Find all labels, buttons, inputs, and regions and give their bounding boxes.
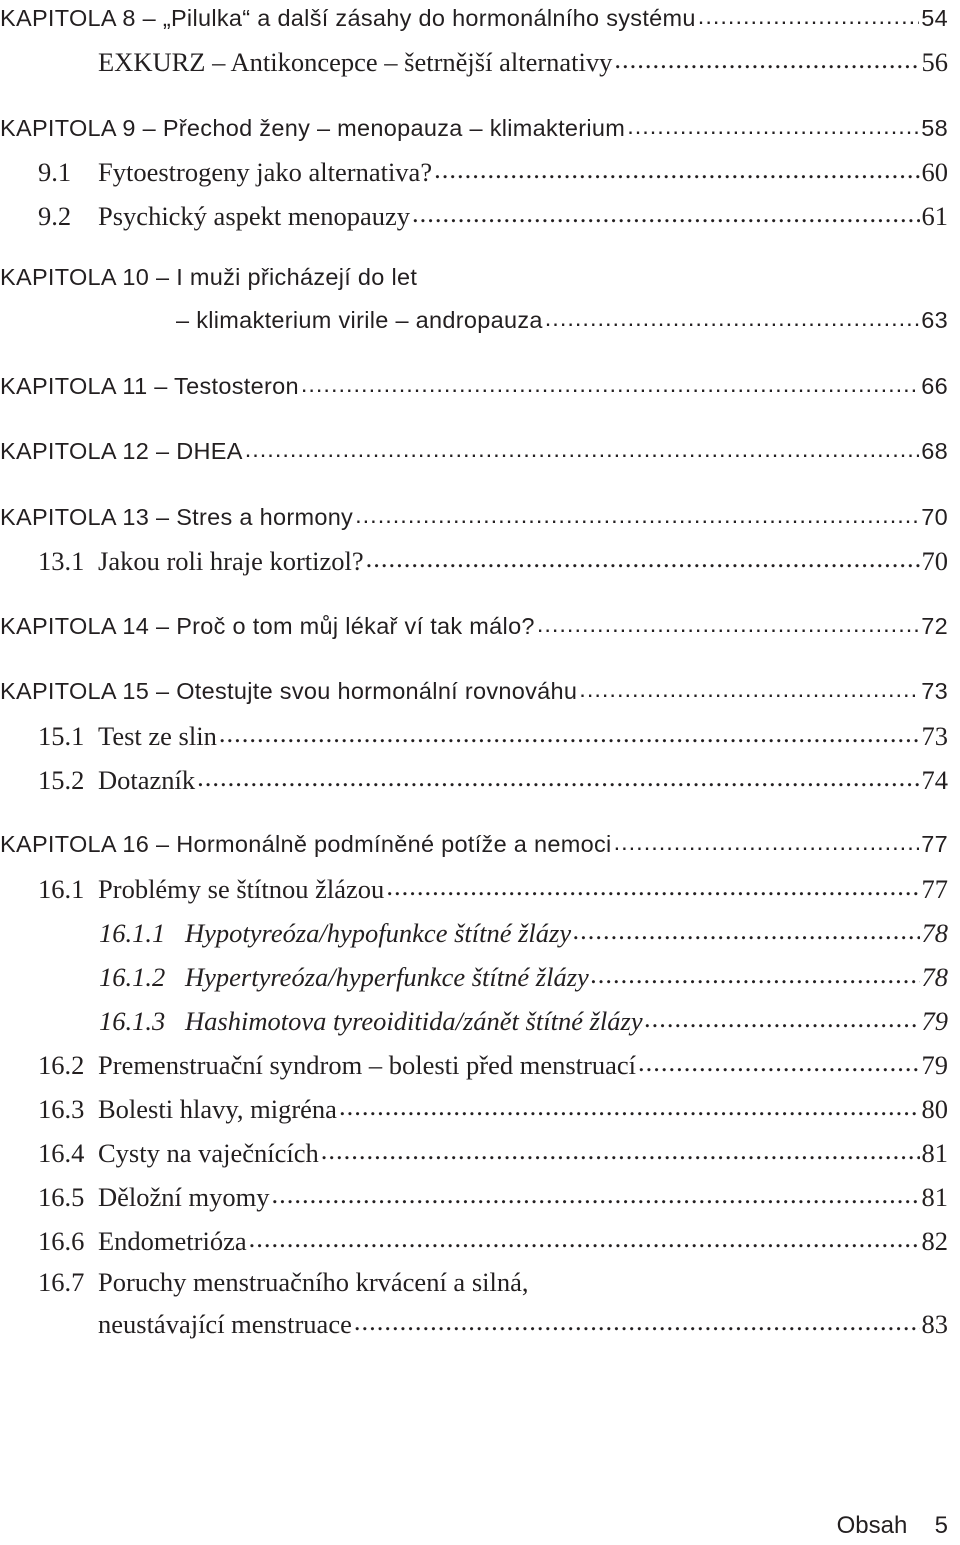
- toc-entry-page: 81: [921, 1181, 948, 1212]
- toc-entry-title: Fytoestrogeny jako alternativa?: [98, 156, 433, 187]
- toc-entry-13-1[interactable]: [38, 543, 948, 577]
- toc-entry-title: – klimakterium virile – andropauza: [176, 306, 543, 333]
- section-number: 16.4: [38, 1137, 85, 1168]
- toc-entry-page: 60: [921, 156, 948, 187]
- toc-entry-page: 68: [921, 437, 948, 464]
- dot-leader: [535, 610, 919, 634]
- toc-entry-title: Dotazník: [98, 764, 196, 795]
- dot-leader: [643, 1003, 920, 1030]
- toc-entry-title: neustávající menstruace: [98, 1308, 352, 1339]
- toc-entry-title: Bolesti hlavy, migréna: [98, 1093, 337, 1124]
- dot-leader: [270, 1179, 920, 1206]
- toc-entry-title: KAPITOLA 11 – Testosteron: [0, 372, 299, 399]
- footer-page-number: 5: [934, 1512, 948, 1539]
- dot-leader: [337, 1091, 920, 1118]
- toc-entry-title: Hypertyreóza/hyperfunkce štítné žlázy: [185, 961, 589, 992]
- toc-entry-page: 72: [921, 612, 948, 639]
- toc-entry-9-2[interactable]: [38, 198, 948, 232]
- dot-leader: [319, 1135, 920, 1162]
- section-number: 16.1.3: [99, 1005, 166, 1036]
- toc-entry-title: KAPITOLA 8 – „Pilulka“ a další zásahy do hormonálního systému: [0, 4, 696, 31]
- dot-leader: [195, 762, 919, 789]
- toc-entry-title: Problémy se štítnou žlázou: [98, 873, 385, 904]
- toc-entry-title: Cysty na vaječnících: [98, 1137, 319, 1168]
- toc-entry-chapter-11[interactable]: [0, 370, 948, 400]
- dot-leader: [577, 675, 919, 699]
- dot-leader: [243, 435, 920, 459]
- toc-entry-page: 56: [921, 46, 948, 77]
- section-number: 16.7: [38, 1267, 85, 1297]
- toc-entry-chapter-8[interactable]: [0, 2, 948, 32]
- toc-entry-page: 81: [921, 1137, 948, 1168]
- toc-entry-page: 66: [921, 372, 948, 399]
- toc-entry-title: Jakou roli hraje kortizol?: [98, 545, 364, 576]
- dot-leader: [612, 828, 920, 852]
- toc-entry-page: 73: [921, 677, 948, 704]
- toc-entry-page: 63: [921, 306, 948, 333]
- toc-entry-16-1[interactable]: [38, 871, 948, 905]
- dot-leader: [384, 871, 919, 898]
- toc-entry-16-1-3[interactable]: [99, 1003, 948, 1037]
- toc-entry-page: 82: [921, 1225, 948, 1256]
- toc-entry-page: 58: [921, 114, 948, 141]
- section-number: 16.6: [38, 1225, 85, 1256]
- toc-entry-title: KAPITOLA 10 – I muži přicházejí do let: [0, 264, 418, 290]
- section-number: 15.2: [38, 764, 85, 795]
- toc-entry-title: EXKURZ – Antikoncepce – šetrnější alternativy: [98, 46, 613, 77]
- toc-entry-title: KAPITOLA 13 – Stres a hormony: [0, 503, 354, 530]
- dot-leader: [589, 959, 920, 986]
- toc-entry-page: 78: [921, 917, 948, 948]
- section-number: 16.3: [38, 1093, 85, 1124]
- dot-leader: [571, 915, 919, 942]
- dot-leader: [432, 154, 919, 181]
- toc-entry-title: Premenstruační syndrom – bolesti před menstruací: [98, 1049, 636, 1080]
- dot-leader: [299, 370, 919, 394]
- toc-entry-page: 61: [921, 200, 948, 231]
- toc-entry-page: 77: [921, 830, 948, 857]
- toc-entry-page: 79: [921, 1049, 948, 1080]
- toc-entry-page: 78: [921, 961, 948, 992]
- dot-leader: [353, 501, 919, 525]
- section-number: 16.2: [38, 1049, 85, 1080]
- footer-label: Obsah: [836, 1512, 908, 1539]
- toc-entry-page: 77: [921, 873, 948, 904]
- page-footer: [837, 1512, 948, 1540]
- toc-entry-16-4[interactable]: [38, 1135, 948, 1169]
- dot-leader: [543, 304, 919, 328]
- toc-entry-page: 70: [921, 545, 948, 576]
- dot-leader: [696, 2, 919, 26]
- toc-entry-title: KAPITOLA 16 – Hormonálně podmíněné potíže a nemoci: [0, 830, 612, 857]
- toc-entry-chapter-9[interactable]: [0, 112, 948, 142]
- toc-entry-page: 79: [921, 1005, 948, 1036]
- section-number: 13.1: [38, 545, 85, 576]
- toc-entry-page: 70: [921, 503, 948, 530]
- toc-entry-page: 73: [921, 720, 948, 751]
- toc-entry-title: KAPITOLA 15 – Otestujte svou hormonální rovnováhu: [0, 677, 578, 704]
- section-number: 16.1.1: [99, 917, 166, 948]
- dot-leader: [625, 112, 919, 136]
- toc-entry-15-2[interactable]: [38, 762, 948, 796]
- dot-leader: [217, 718, 920, 745]
- toc-entry-title: Hypotyreóza/hypofunkce štítné žlázy: [185, 917, 572, 948]
- toc-entry-page: 54: [921, 4, 948, 31]
- toc-entry-16-2[interactable]: [38, 1047, 948, 1081]
- toc-entry-title: KAPITOLA 14 – Proč o tom můj lékař ví tak málo?: [0, 612, 535, 639]
- toc-entry-page: 74: [921, 764, 948, 795]
- section-number: 9.2: [38, 200, 72, 231]
- toc-entry-16-7[interactable]: [38, 1267, 948, 1298]
- dot-leader: [636, 1047, 920, 1074]
- toc-entry-title: Psychický aspekt menopauzy: [98, 200, 411, 231]
- toc-entry-16-5[interactable]: [38, 1179, 948, 1213]
- toc-entry-title: KAPITOLA 12 – DHEA: [0, 437, 243, 464]
- toc-entry-16-6[interactable]: [38, 1223, 948, 1257]
- toc-entry-title: Poruchy menstruačního krvácení a silná,: [98, 1267, 529, 1297]
- section-number: 15.1: [38, 720, 85, 751]
- toc-entry-chapter-15[interactable]: [0, 675, 948, 705]
- toc-entry-16-3[interactable]: [38, 1091, 948, 1125]
- toc-entry-9-1[interactable]: [38, 154, 948, 188]
- dot-leader: [352, 1306, 920, 1333]
- toc-entry-16-1-2[interactable]: [99, 959, 948, 993]
- toc-entry-16-7-continued[interactable]: [98, 1306, 948, 1340]
- toc-entry-chapter-14[interactable]: [0, 610, 948, 640]
- section-number: 9.1: [38, 156, 72, 187]
- dot-leader: [612, 44, 919, 71]
- dot-leader: [410, 198, 919, 225]
- section-number: 16.1.2: [99, 961, 166, 992]
- toc-entry-15-1[interactable]: [38, 718, 948, 752]
- toc-entry-page: 80: [921, 1093, 948, 1124]
- toc-entry-chapter-10-continued[interactable]: [176, 304, 948, 334]
- toc-entry-16-1-1[interactable]: [99, 915, 948, 949]
- toc-entry-chapter-12[interactable]: [0, 435, 948, 465]
- toc-entry-title: KAPITOLA 9 – Přechod ženy – menopauza – klimakterium: [0, 114, 626, 141]
- dot-leader: [364, 543, 920, 570]
- toc-entry-excursus[interactable]: [98, 44, 948, 78]
- toc-entry-chapter-16[interactable]: [0, 828, 948, 858]
- section-number: 16.5: [38, 1181, 85, 1212]
- toc-entry-title: Děložní myomy: [98, 1181, 270, 1212]
- toc-entry-title: Test ze slin: [98, 720, 217, 751]
- toc-entry-title: Hashimotova tyreoiditida/zánět štítné žlázy: [185, 1005, 643, 1036]
- toc-entry-page: 83: [921, 1308, 948, 1339]
- dot-leader: [247, 1223, 920, 1250]
- toc-entry-title: Endometrióza: [98, 1225, 247, 1256]
- section-number: 16.1: [38, 873, 85, 904]
- toc-entry-chapter-10[interactable]: [0, 264, 948, 291]
- toc-entry-chapter-13[interactable]: [0, 501, 948, 531]
